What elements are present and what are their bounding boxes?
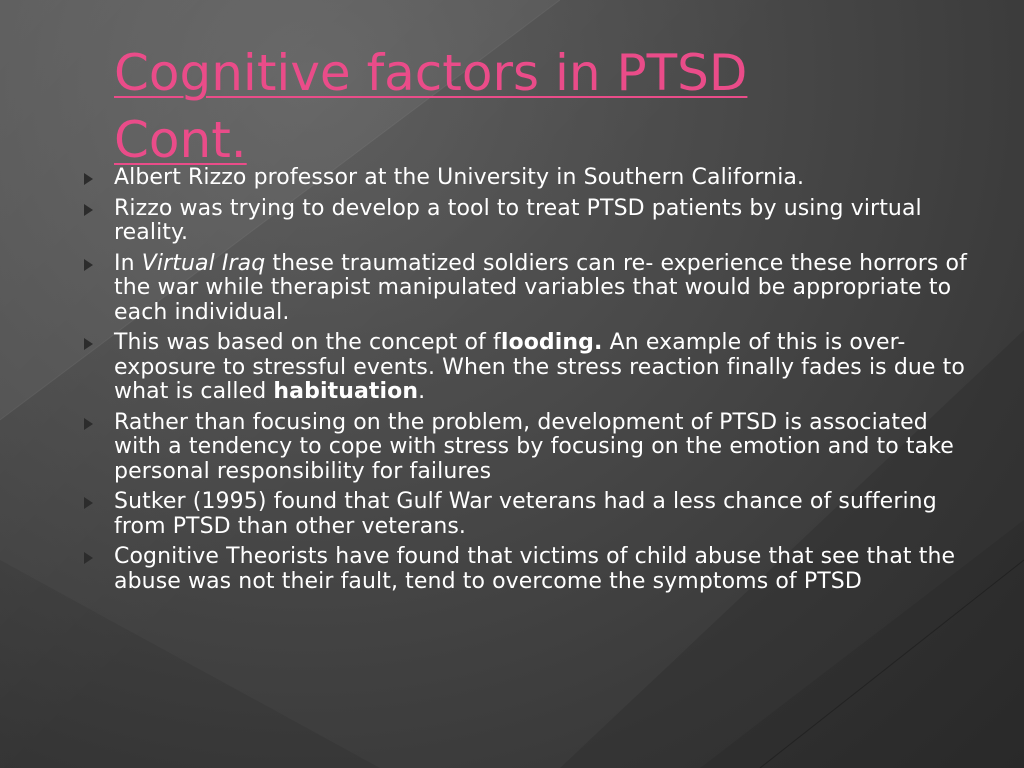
bullet-item [84, 197, 974, 246]
arrow-bullet-icon [84, 497, 93, 509]
bullet-item [84, 411, 974, 485]
bullet-text: . [418, 379, 426, 404]
bullet-text: Virtual Iraq [141, 250, 266, 276]
bullet-text: Rizzo was trying to develop a tool to treat PTSD patients by using virtual reality. [114, 195, 922, 245]
bullet-list [84, 166, 974, 600]
bullet-item [84, 490, 974, 539]
arrow-bullet-icon [84, 204, 93, 216]
bullet-text: Sutker (1995) found that Gulf War veterans had a less chance of suffering from PTSD than other veterans. [114, 489, 937, 539]
bullet-text: these traumatized soldiers can re- experience these horrors of the war while therapist manipulated variables that would be appropriate to each individual. [114, 250, 967, 325]
bullet-text: This was based on the concept of f [114, 330, 501, 355]
bullet-text: Albert Rizzo professor at the University in Southern California. [114, 165, 805, 190]
title-line: Cognitive factors in PTSD [114, 44, 748, 102]
title-line: Cont. [114, 111, 247, 169]
bullet-item [84, 545, 974, 594]
arrow-bullet-icon [84, 173, 93, 185]
bullet-text: Rather than focusing on the problem, development of PTSD is associated with a tendency to cope with stress by focusing on the emotion and to take personal responsibility for failures [114, 409, 954, 484]
arrow-bullet-icon [84, 259, 93, 271]
bullet-text: An example of this is over- exposure to stressful events. When the stress reaction finally fades is due to what is called [114, 330, 965, 404]
bullet-item [84, 166, 974, 191]
bullet-text: looding. [500, 330, 603, 355]
arrow-bullet-icon [84, 552, 93, 564]
slide-title [114, 40, 874, 174]
bullet-text: Cognitive Theorists have found that victims of child abuse that see that the abuse was not their fault, tend to overcome the symptoms of PTSD [114, 544, 956, 594]
arrow-bullet-icon [84, 418, 93, 430]
bullet-text: habituation [273, 379, 419, 404]
bullet-item [84, 252, 974, 326]
bullet-text: In [114, 250, 142, 276]
bullet-item [84, 331, 974, 405]
arrow-bullet-icon [84, 338, 93, 350]
